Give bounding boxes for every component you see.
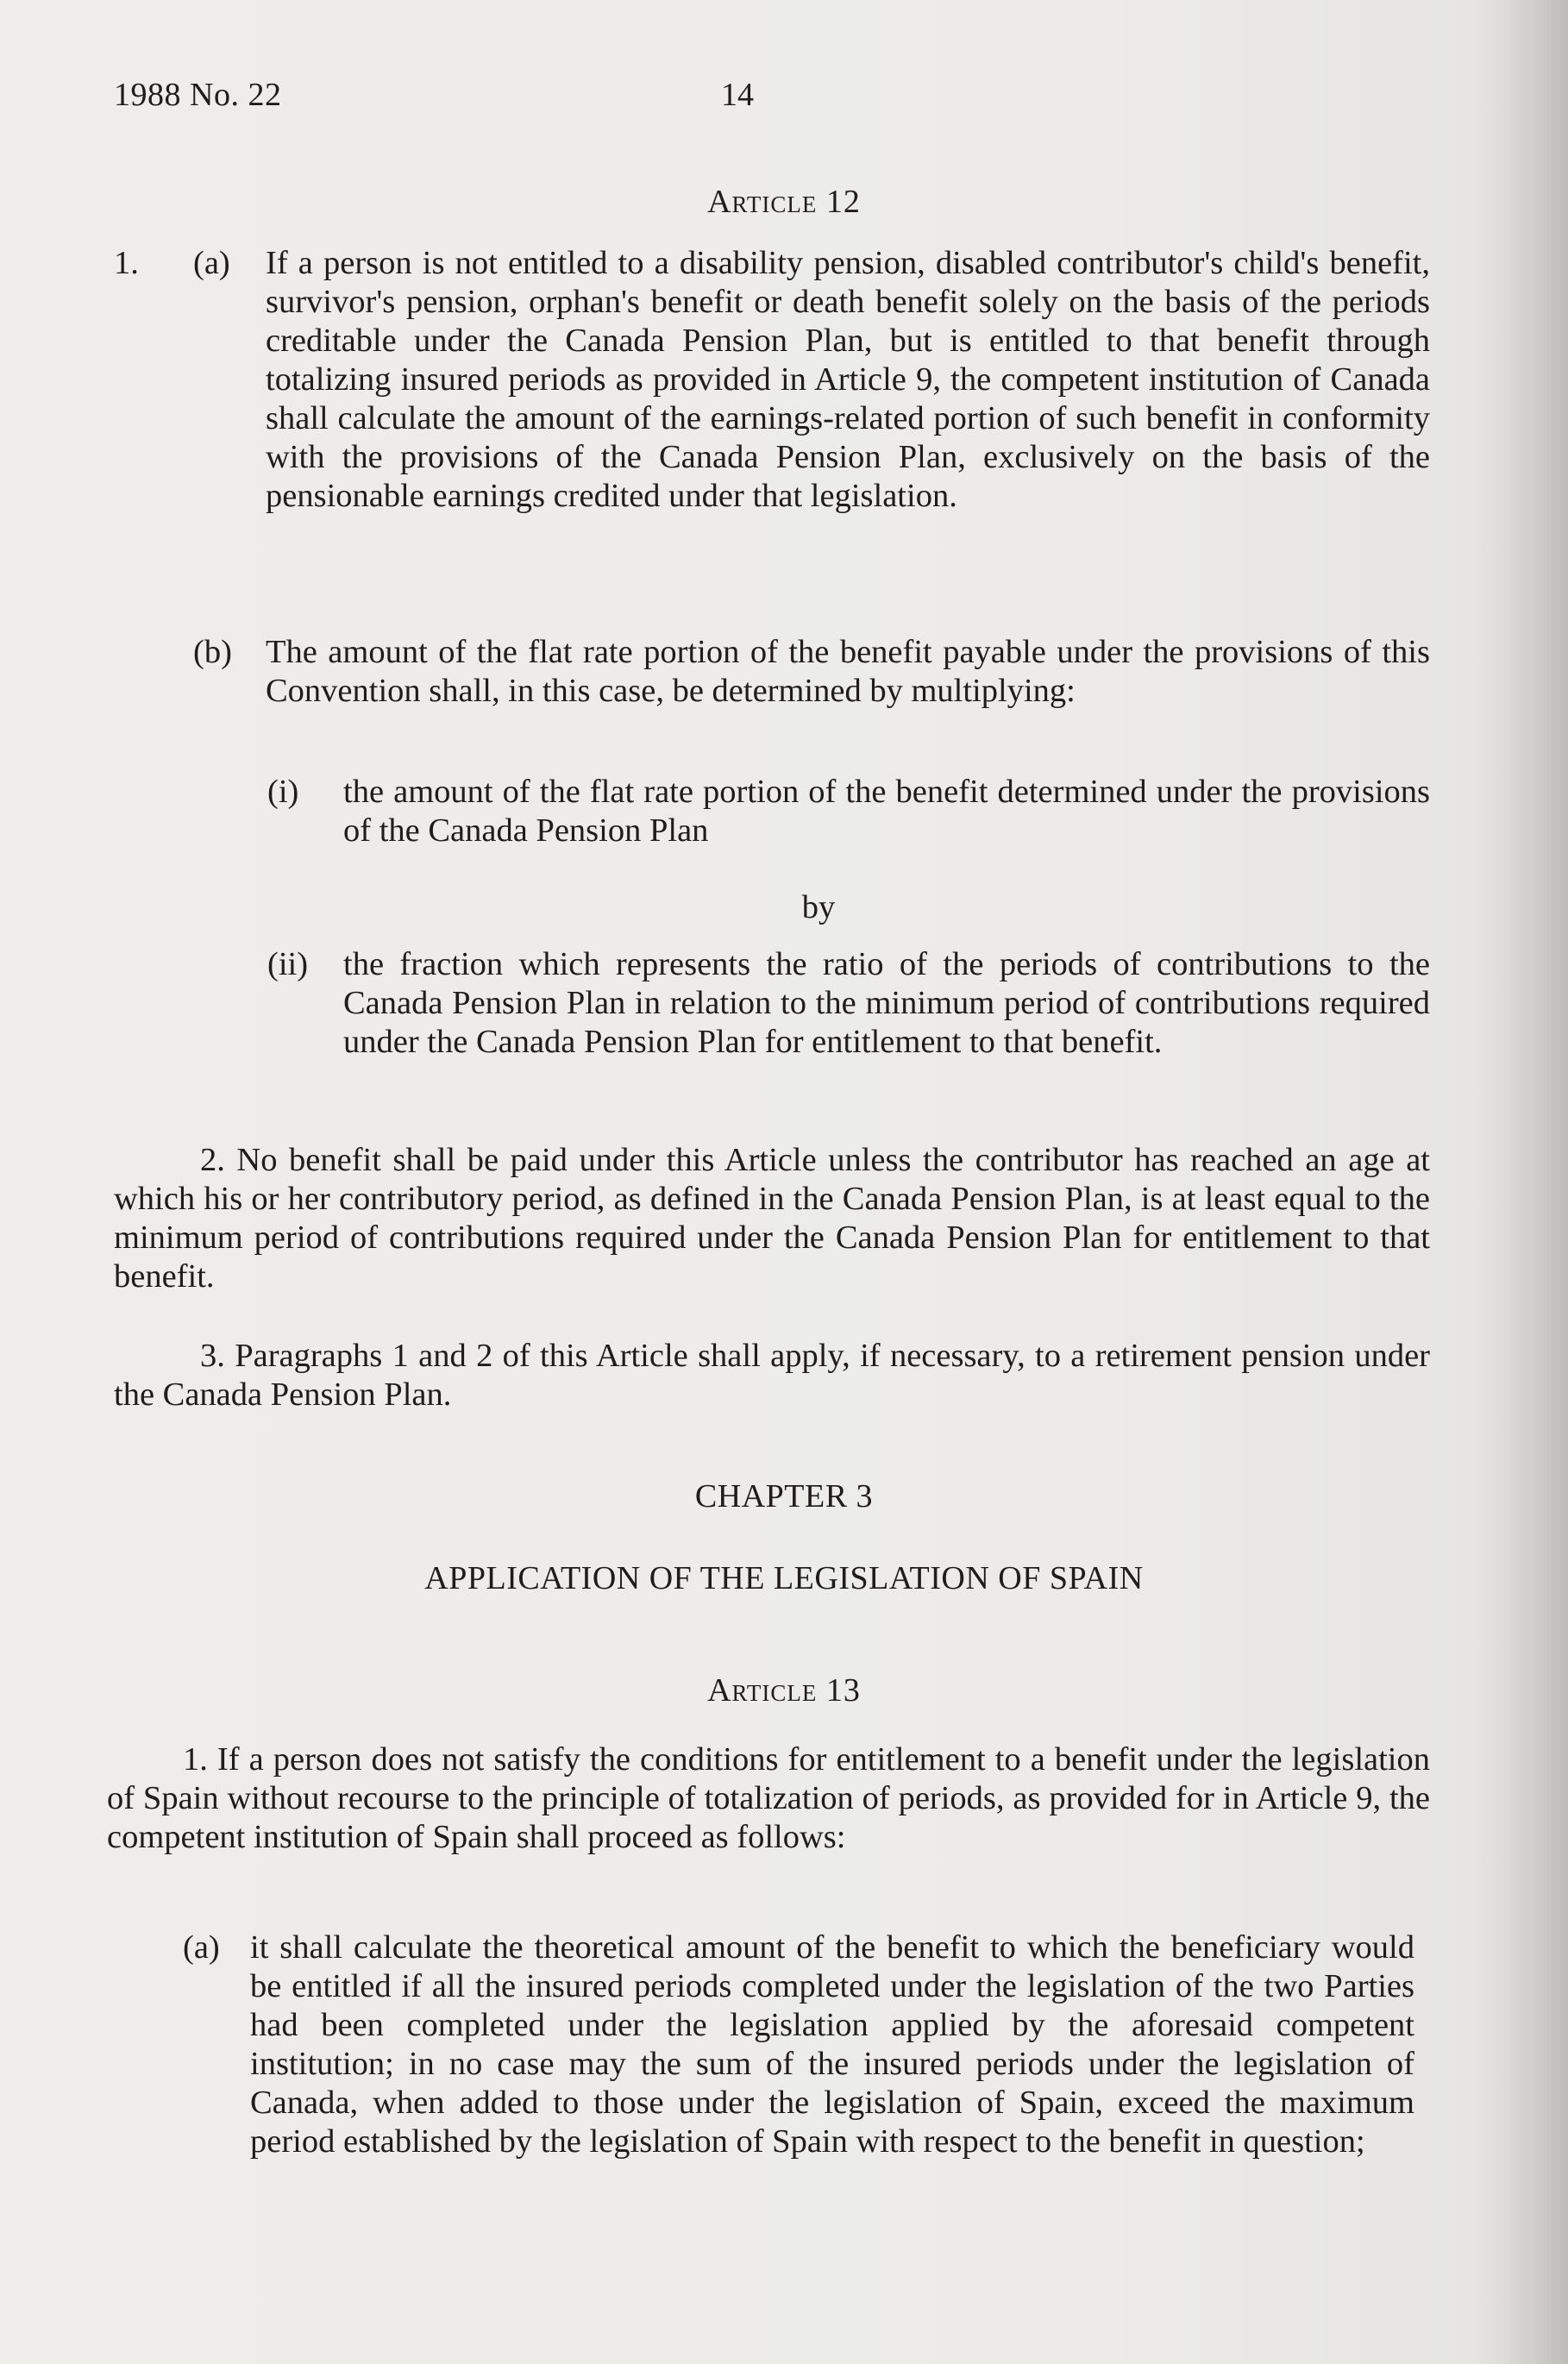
chapter-3-title: CHAPTER 3 — [694, 1478, 874, 1514]
article-12-title: Article 12 — [707, 184, 861, 220]
article-13-paragraph-a-text: it shall calculate the theoretical amount of the benefit to which the beneficiary would be entitled if all the insured periods completed under the legislation of the two Parties had been completed under the legislation applied by the aforesaid competent institution; in no case may the sum of the insured periods under the legislation of Canada, when added to those under the legislation of Spain, exceed the maximum period established by the legislation of Spain with respect to the benefit in question; — [250, 1929, 1414, 2160]
paragraph-1b-label: (b) — [193, 634, 232, 670]
article-13-paragraph-1-text: 1. If a person does not satisfy the conditions for entitlement to a benefit under the legislation of Spain without recourse to the principle of totalization of periods, as provided for in Article 9, the competent institution of Spain shall proceed as follows: — [107, 1741, 1430, 1855]
paragraph-1b-text: The amount of the flat rate portion of the benefit payable under the provisions of this Convention shall, in this case, be determined by multiplying: — [266, 634, 1430, 709]
running-header: 1988 No. 22 — [114, 77, 282, 113]
paragraph-1a-label: (a) — [193, 245, 230, 281]
chapter-3-subtitle: APPLICATION OF THE LEGISLATION OF SPAIN — [424, 1560, 1144, 1596]
paragraph-1b-ii-label: (ii) — [267, 946, 309, 982]
by-connector: by — [801, 889, 836, 925]
page-number: 14 — [721, 77, 754, 113]
article-13-title: Article 13 — [707, 1672, 861, 1709]
paragraph-3-text: 3. Paragraphs 1 and 2 of this Article shall apply, if necessary, to a retirement pension under the Canada Pension Plan. — [114, 1338, 1430, 1413]
book-spine-shadow — [1508, 0, 1568, 2364]
paragraph-1-number: 1. — [114, 245, 139, 281]
article-13-paragraph-a-label: (a) — [183, 1929, 220, 1966]
paragraph-1b-i-text: the amount of the flat rate portion of the benefit determined under the provisions of the Canada Pension Plan — [343, 774, 1430, 849]
paragraph-1b-ii-text: the fraction which represents the ratio of the periods of contributions to the Canada Pension Plan in relation to the minimum period of contributions required under the Canada Pension Plan for entitlement to that benefit. — [343, 946, 1430, 1060]
paragraph-1b-i-label: (i) — [267, 774, 299, 810]
paragraph-1a-text: If a person is not entitled to a disability pension, disabled contributor's child's benefit, survivor's pension, orphan's benefit or death benefit solely on the basis of the periods creditable under the Canada Pension Plan, but is entitled to that benefit through totalizing insured periods as provided in Article 9, the competent institution of Canada shall calculate the amount of the earnings-related portion of such benefit in conformity with the provisions of the Canada Pension Plan, exclusively on the basis of the pensionable earnings credited under that legislation. — [266, 245, 1430, 514]
paragraph-2-text: 2. No benefit shall be paid under this Article unless the contributor has reached an age at which his or her contributory period, as defined in the Canada Pension Plan, is at least equal to the minimum period of contributions required under the Canada Pension Plan for entitlement to that benefit. — [114, 1142, 1430, 1295]
